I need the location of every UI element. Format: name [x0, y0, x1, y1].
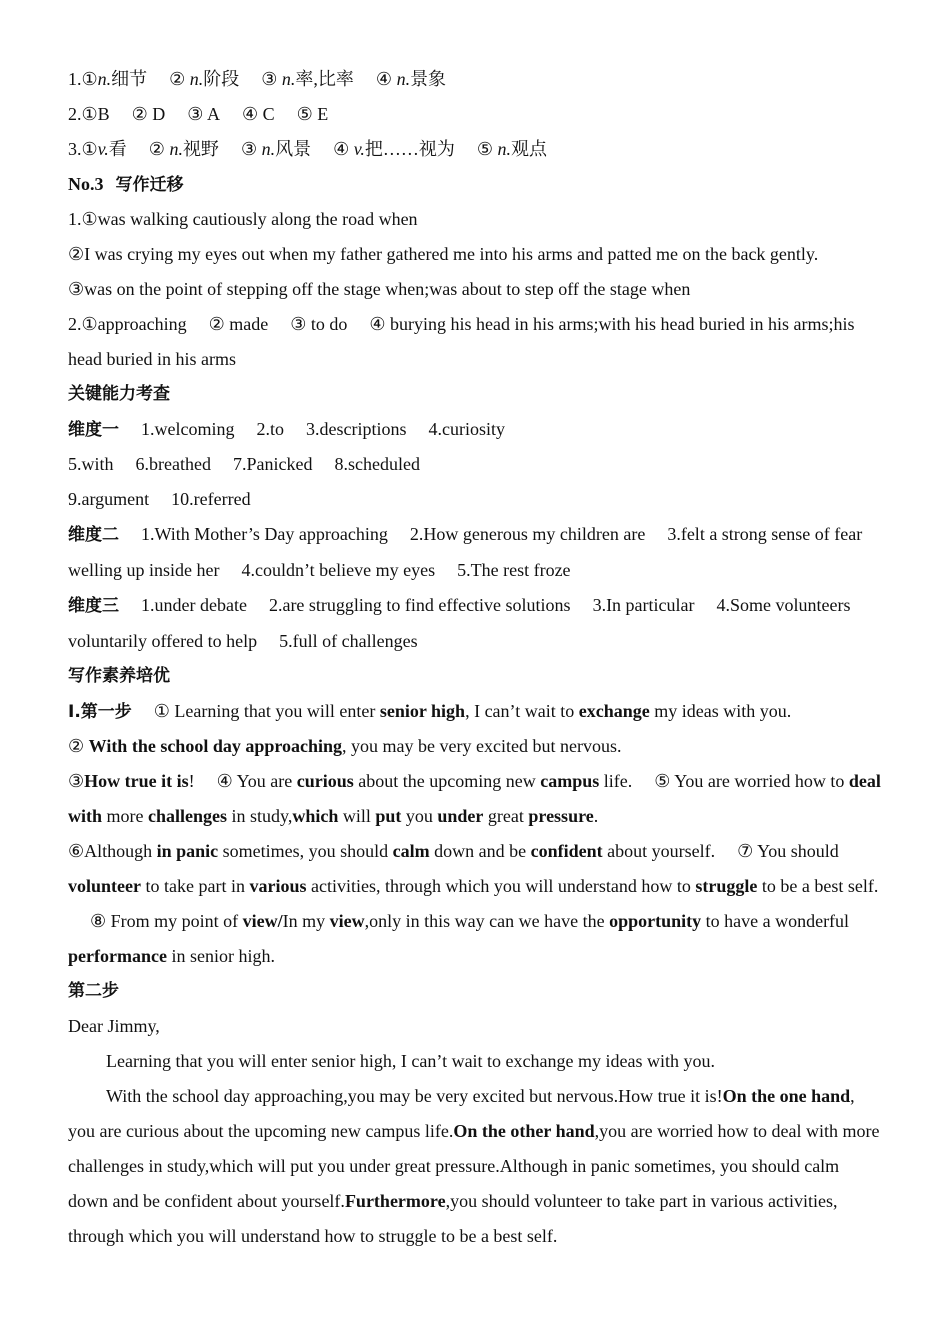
- step-1-sentences-3-5: ③How true it is! ④ You are curious about the upcoming new campus life. ⑤ You are worried how to deal with more challenges in study,which will put you under great pressure.: [68, 771, 881, 826]
- step-1-sentence-2: ② With the school day approaching, you may be very excited but nervous.: [68, 736, 622, 756]
- answer-line-2: 2.①B ② D ③ A ④ C ⑤ E: [68, 104, 329, 124]
- answer-line-1: 1.①n.细节 ② n.阶段 ③ n.率,比率 ④ n.景象: [68, 69, 447, 89]
- dimension-1-line-1: 维度一 1.welcoming 2.to 3.descriptions 4.curiosity: [68, 419, 505, 440]
- writing-answer-1: 1.①was walking cautiously along the road when: [68, 209, 418, 229]
- step-2-heading: 第二步: [68, 981, 119, 1001]
- writing-answer-4: 2.①approaching ② made ③ to do ④ burying his head in his arms;with his head buried in his arms;his head buried in his arms: [68, 314, 855, 369]
- step-1-sentence-1: Ⅰ.第一步 ① Learning that you will enter senior high, I can’t wait to exchange my ideas with you.: [68, 701, 792, 722]
- letter-greeting: Dear Jimmy,: [68, 1016, 160, 1036]
- letter-paragraph-1: Learning that you will enter senior high, I can’t wait to exchange my ideas with you.: [106, 1051, 716, 1071]
- section-heading-no3: No.3 写作迁移: [68, 174, 184, 195]
- dimension-1-line-2: 5.with 6.breathed 7.Panicked 8.scheduled: [68, 454, 420, 474]
- letter-paragraph-2: With the school day approaching,you may be very excited but nervous.How true it is!On the one hand, you are curious about the upcoming new campus life.On the other hand,you are worried how to deal with more challenges in study,which will put you under great pressure.Although in panic sometimes, you should calm down and be confident about yourself.Furthermore,you should volunteer to take part in various activities, through which you will understand how to struggle to be a best self.: [68, 1086, 880, 1246]
- step-1-sentences-6-8: ⑥Although in panic sometimes, you should calm down and be confident about yourself. ⑦ You should volunteer to take part in various activities, through which you will understand how to struggle to be a best self.⑧ From my point of view/In my view,only in this way can we have the opportunity to have a wonderful performance in senior high.: [68, 841, 879, 966]
- writing-answer-3: ③was on the point of stepping off the stage when;was about to step off the stage when: [68, 279, 691, 299]
- answer-line-3: 3.①v.看 ② n.视野 ③ n.风景 ④ v.把……视为 ⑤ n.观点: [68, 139, 548, 159]
- dimension-3: 维度三 1.under debate 2.are struggling to find effective solutions 3.In particular 4.Some volunteers voluntarily offered to help 5.full of challenges: [68, 595, 851, 651]
- dimension-1-line-3: 9.argument 10.referred: [68, 489, 251, 509]
- section-heading-writing: 写作素养培优: [68, 666, 170, 686]
- dimension-2: 维度二 1.With Mother’s Day approaching 2.How generous my children are 3.felt a strong sense of fear welling up inside her 4.couldn’t believe my eyes 5.The rest froze: [68, 524, 863, 580]
- section-heading-key-ability: 关键能力考查: [68, 384, 170, 404]
- answer-document: [68, 62, 883, 1254]
- writing-answer-2: ②I was crying my eyes out when my father gathered me into his arms and patted me on the back gently.: [68, 244, 819, 264]
